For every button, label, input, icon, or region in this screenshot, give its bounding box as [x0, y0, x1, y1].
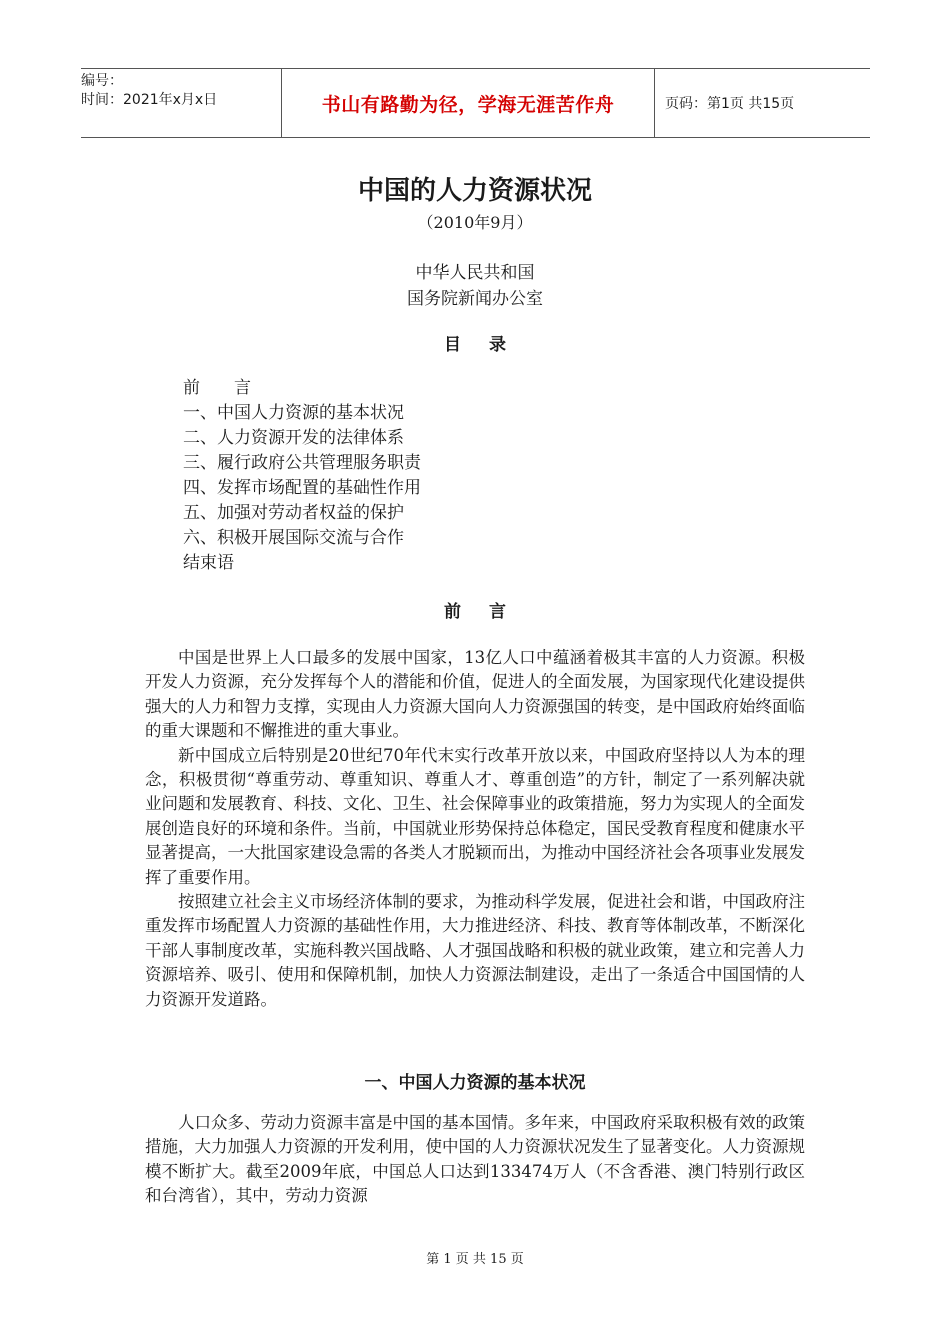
toc-item: 一、中国人力资源的基本状况 — [183, 403, 404, 423]
section-one-heading: 一、中国人力资源的基本状况 — [364, 1073, 586, 1093]
toc-item: 二、人力资源开发的法律体系 — [183, 428, 404, 448]
table-of-contents — [183, 376, 421, 576]
issuer-line-1: 中华人民共和国 — [415, 263, 535, 283]
toc-item: 三、履行政府公共管理服务职责 — [183, 453, 421, 473]
toc-item: 四、发挥市场配置的基础性作用 — [183, 478, 421, 498]
paragraph: 按照建立社会主义市场经济体制的要求，为推动科学发展，促进社会和谐，中国政府注重发挥市场配置人力资源的基础性作用，大力推进经济、科技、教育等体制改革，不断深化干部人事制度改革，实施科教兴国战略、人才强国战略和积极的就业政策，建立和完善人力资源培养、吸引、使用和保障机制，加快人力资源法制建设，走出了一条适合中国国情的人力资源开发道路。 — [145, 892, 805, 1009]
document-date: （2010年9月） — [417, 213, 533, 232]
page-header — [81, 68, 870, 138]
paragraph: 人口众多、劳动力资源丰富是中国的基本国情。多年来，中国政府采取积极有效的政策措施，大力加强人力资源的开发利用，使中国的人力资源状况发生了显著变化。人力资源规模不断扩大。截至2009年底，中国总人口达到133474万人（不含香港、澳门特别行政区和台湾省），其中，劳动力资源 — [145, 1113, 805, 1206]
header-meta — [81, 69, 281, 137]
foreword-heading: 前言 — [444, 602, 534, 622]
toc-item: 结束语 — [183, 553, 234, 573]
section-one-body — [145, 1111, 805, 1209]
foreword-body — [145, 646, 805, 1012]
document-time: 时间：2021年x月x日 — [81, 92, 218, 108]
header-motto: 书山有路勤为径，学海无涯苦作舟 — [281, 69, 655, 137]
issuer-line-2: 国务院新闻办公室 — [407, 289, 543, 309]
document-title: 中国的人力资源状况 — [357, 176, 592, 206]
document-number-label: 编号： — [81, 73, 123, 89]
header-page-info: 页码：第1页 共15页 — [665, 96, 795, 112]
toc-heading: 目录 — [444, 335, 534, 355]
page-footer: 第 1 页 共 15 页 — [426, 1252, 524, 1267]
paragraph: 新中国成立后特别是20世纪70年代末实行改革开放以来，中国政府坚持以人为本的理念，积极贯彻“尊重劳动、尊重知识、尊重人才、尊重创造”的方针，制定了一系列解决就业问题和发展教育、科技、文化、卫生、社会保障事业的政策措施，努力为实现人的全面发展创造良好的环境和条件。当前，中国就业形势保持总体稳定，国民受教育程度和健康水平显著提高，一大批国家建设急需的各类人才脱颖而出，为推动中国经济社会各项事业发展发挥了重要作用。 — [145, 745, 805, 887]
toc-item: 前 言 — [183, 378, 251, 398]
paragraph: 中国是世界上人口最多的发展中国家，13亿人口中蕴涵着极其丰富的人力资源。积极开发人力资源，充分发挥每个人的潜能和价值，促进人的全面发展，为国家现代化建设提供强大的人力和智力支撑，实现由人力资源大国向人力资源强国的转变，是中国政府始终面临的重大课题和不懈推进的重大事业。 — [145, 648, 805, 741]
toc-item: 六、积极开展国际交流与合作 — [183, 528, 404, 548]
toc-item: 五、加强对劳动者权益的保护 — [183, 503, 404, 523]
